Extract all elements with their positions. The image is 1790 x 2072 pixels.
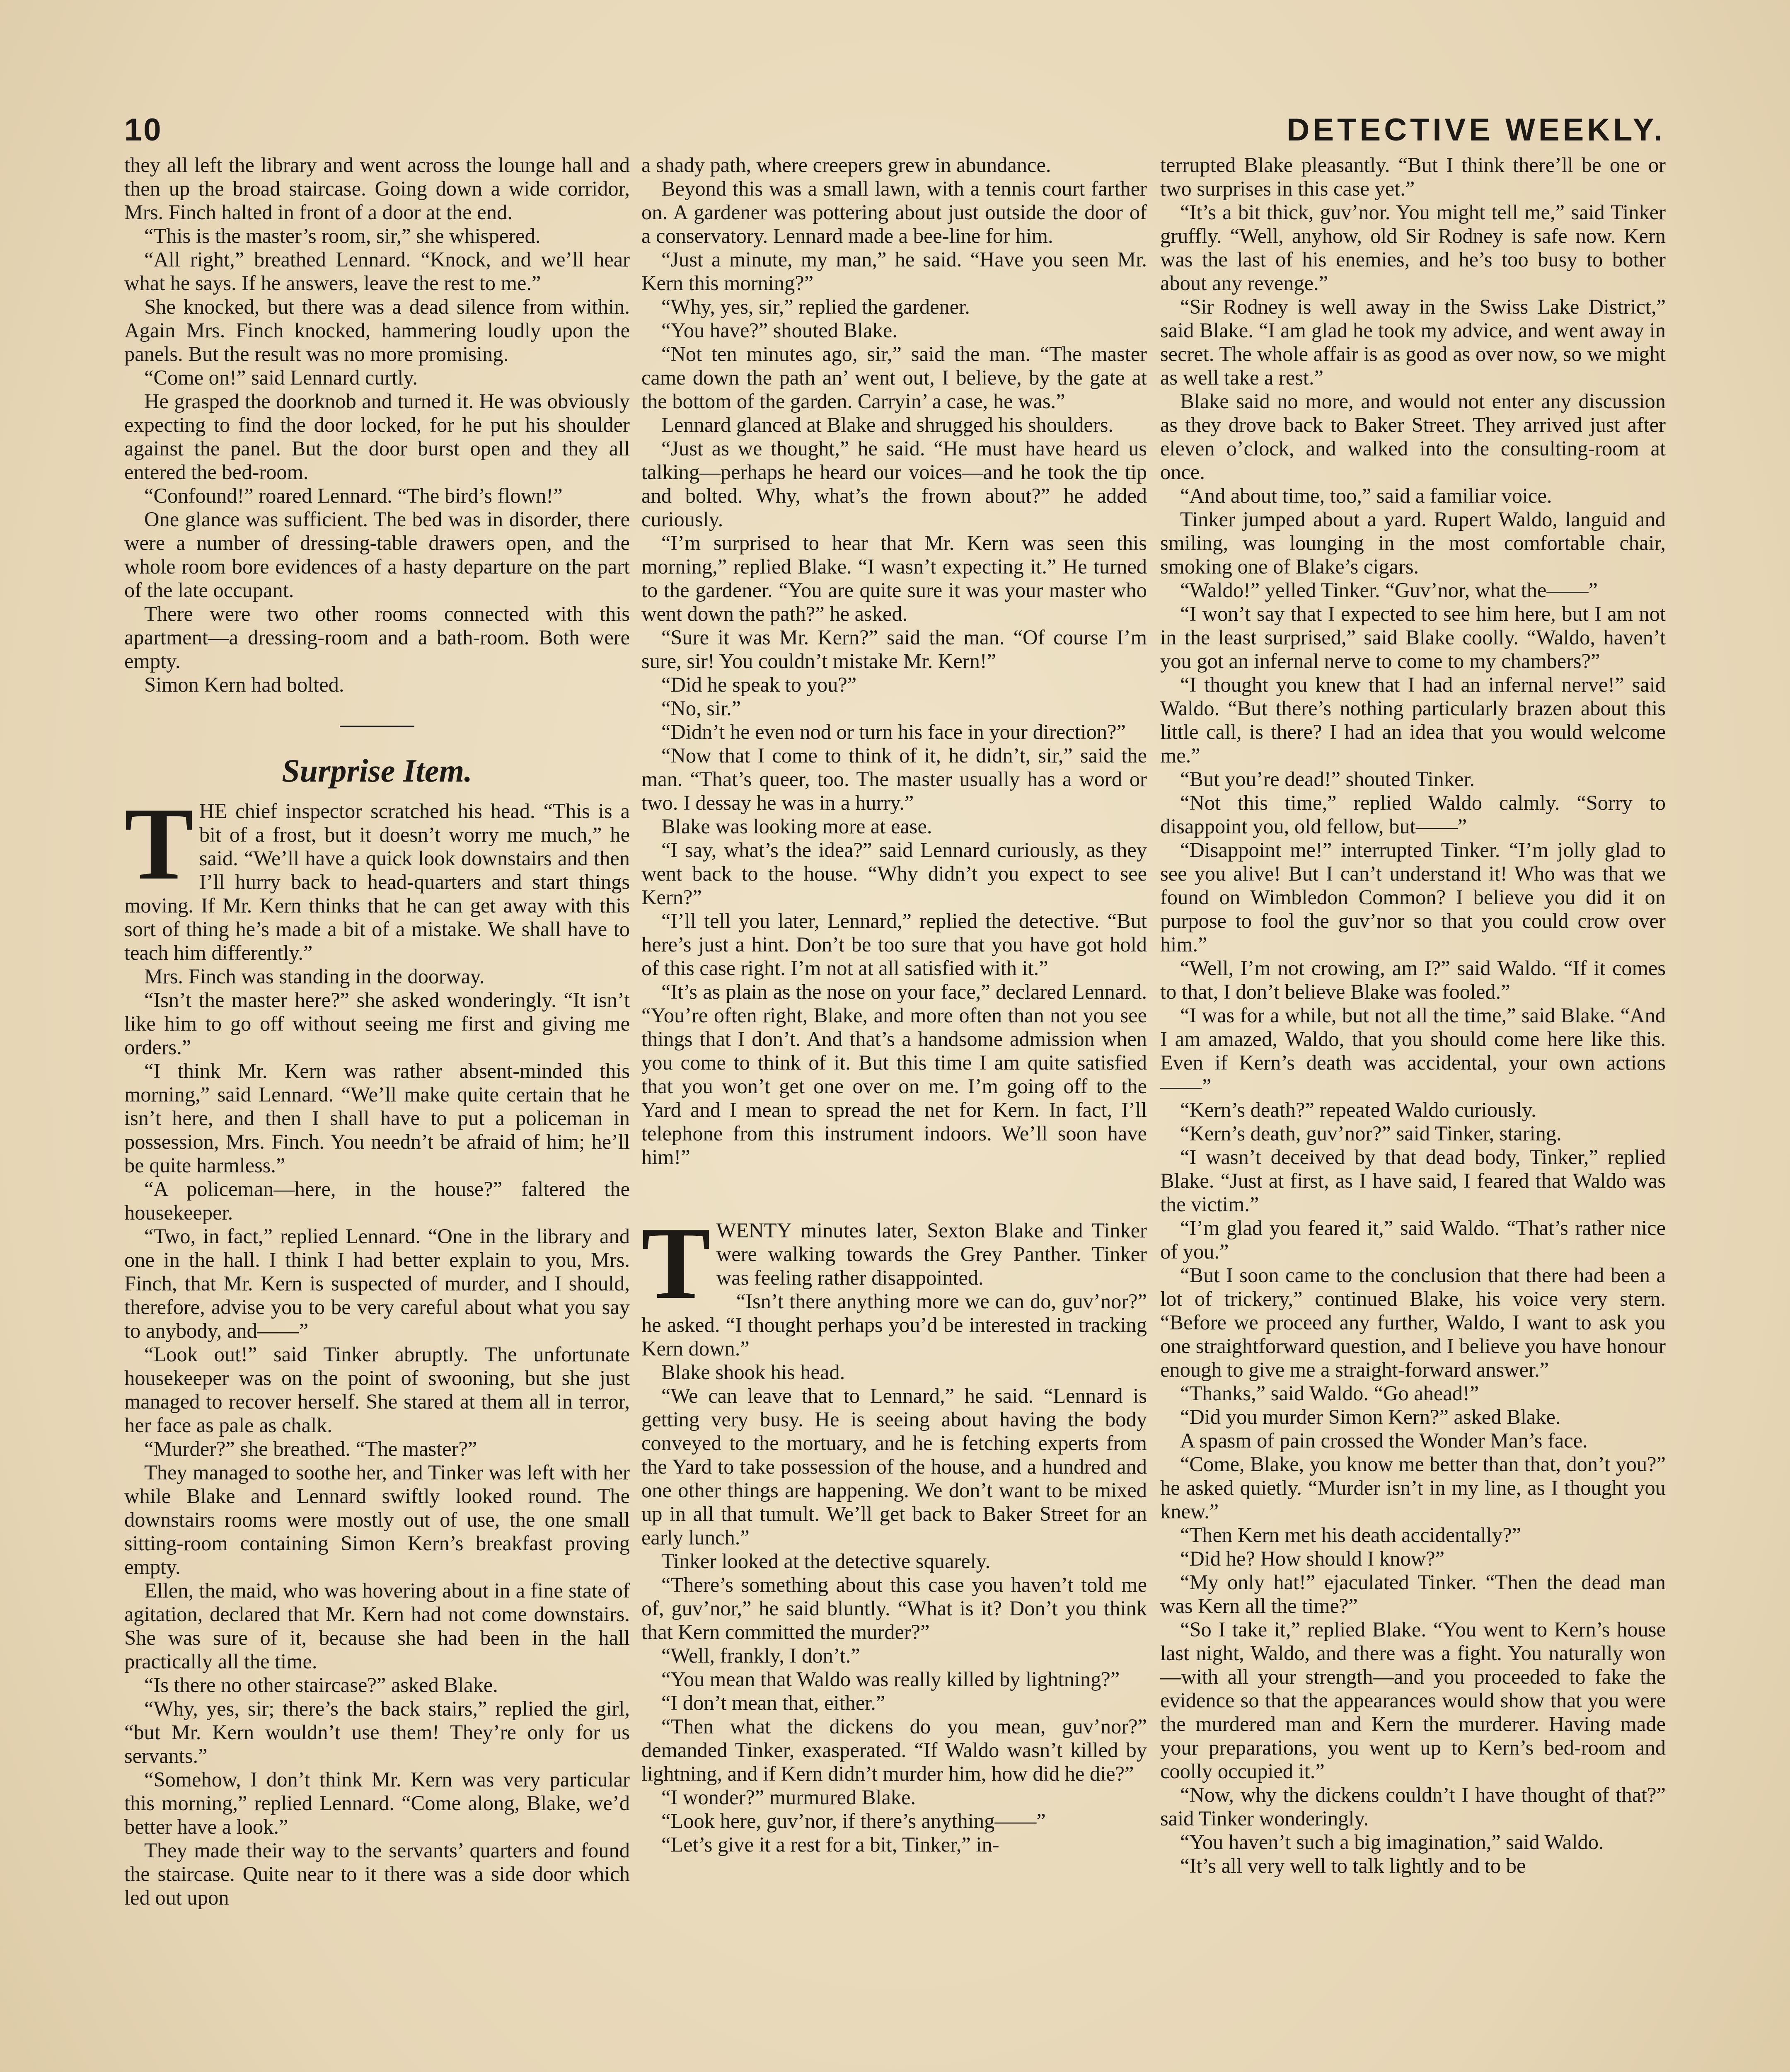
paragraph: “But I soon came to the conclusion that there had been a lot of trickery,” continued Blake, his voice very stern. “Before we proceed any further, Waldo, I want to ask you one straightforward question, and I believe you have honour enough to give me a straight-forward answer.” (1160, 1264, 1666, 1381)
paragraph: “It’s as plain as the nose on your face,” declared Lennard. “You’re often right, Blake, and more often than not you see things that I don’t. And that’s a handsome admission when you come to think of it. But this time I am quite satisfied that you won’t get one over on me. I’m going off to the Yard and I mean to spread the net for Kern. In fact, I’ll telephone from this instrument indoors. We’ll soon have him!” (641, 980, 1147, 1169)
paragraph: “Somehow, I don’t think Mr. Kern was very particular this morning,” replied Lennard. “Come along, Blake, we’d better have a look.” (124, 1768, 630, 1838)
paragraph: “Murder?” she breathed. “The master?” (144, 1437, 477, 1460)
paragraph: “I say, what’s the idea?” said Lennard curiously, as they went back to the house. “Why didn’t you expect to see Kern?” (641, 838, 1147, 909)
paragraph: “I’m glad you feared it,” said Waldo. “That’s rather nice of you.” (1160, 1216, 1666, 1263)
paragraph: One glance was sufficient. The bed was in disorder, there were a number of dressing-table drawers open, and the whole room bore evidences of a hasty departure on the part of the late occupant. (124, 508, 630, 602)
paragraph: “I won’t say that I expected to see him here, but I am not in the least surprised,” said Blake coolly. “Waldo, haven’t you got an infernal nerve to come to my chambers?” (1160, 602, 1666, 673)
paragraph: He grasped the doorknob and turned it. He was obviously expecting to find the door locked, for he put his shoulder against the panel. But the door burst open and they all entered the bed-room. (124, 390, 630, 484)
paragraph: “I’ll tell you later, Lennard,” replied the detective. “But here’s just a hint. Don’t be too sure that you have got hold of this case right. I’m not at all satisfied with it.” (641, 909, 1147, 980)
paragraph: Tinker jumped about a yard. Rupert Waldo, languid and smiling, was lounging in the most comfortable chair, smoking one of Blake’s cigars. (1160, 508, 1666, 578)
text-column-1 (124, 153, 630, 2072)
paragraph: “Come on!” said Lennard curtly. (144, 366, 418, 389)
paragraph: “Why, yes, sir; there’s the back stairs,” replied the girl, “but Mr. Kern wouldn’t use them! They’re only for us servants.” (124, 1697, 630, 1767)
paragraph-text: WENTY minutes later, Sexton Blake and Tinker were walking towards the Grey Panther. Tinker was feeling rather disappointed. (716, 1219, 1147, 1289)
paragraph: a shady path, where creepers grew in abundance. (641, 153, 1051, 177)
paragraph: “So I take it,” replied Blake. “You went to Kern’s house last night, Waldo, and there was a fight. You naturally won—with all your strength—and you proceeded to fake the evidence so that the appearances would show that you were the murdered man and Kern the murderer. Having made your preparations, you went up to Kern’s bed-room and coolly occupied it.” (1160, 1618, 1666, 1783)
paragraph: “I don’t mean that, either.” (661, 1691, 885, 1714)
page-header (124, 112, 1666, 157)
paragraph: “It’s all very well to talk lightly and to be (1180, 1854, 1526, 1877)
paragraph: They managed to soothe her, and Tinker was left with her while Blake and Lennard swiftly looked round. The downstairs rooms were mostly out of use, the one small sitting-room containing Simon Kern’s breakfast proving empty. (124, 1461, 630, 1578)
paragraph: Tinker looked at the detective squarely. (661, 1549, 991, 1573)
paragraph: Lennard glanced at Blake and shrugged his shoulders. (661, 413, 1114, 436)
paragraph: terrupted Blake pleasantly. “But I think there’ll be one or two surprises in this case yet.” (1160, 153, 1666, 200)
paragraph: “Confound!” roared Lennard. “The bird’s flown!” (144, 484, 563, 507)
paragraph: “We can leave that to Lennard,” he said. “Lennard is getting very busy. He is seeing about having the body conveyed to the mortuary, and he is fetching experts from the Yard to take possession of the house, and a hundred and one other things are happening. We don’t want to be mixed up in all that tumult. We’ll get back to Baker Street for an early lunch.” (641, 1384, 1147, 1549)
paragraph: Simon Kern had bolted. (144, 673, 344, 696)
paragraph: “You haven’t such a big imagination,” said Waldo. (1180, 1830, 1604, 1854)
text-column-3 (1160, 153, 1666, 2072)
paragraph: “All right,” breathed Lennard. “Knock, and we’ll hear what he says. If he answers, leave the rest to me.” (124, 248, 630, 295)
magazine-title: DETECTIVE WEEKLY. (1287, 112, 1666, 148)
paragraph: “Waldo!” yelled Tinker. “Guv’nor, what the——” (1180, 579, 1598, 602)
paragraph: “Isn’t there anything more we can do, guv’nor?” he asked. “I thought perhaps you’d be interested in tracking Kern down.” (641, 1290, 1147, 1360)
paragraph: “Now, why the dickens couldn’t I have thought of that?” said Tinker wonderingly. (1160, 1783, 1666, 1830)
paragraph: Blake shook his head. (661, 1360, 845, 1384)
paragraph: “Let’s give it a rest for a bit, Tinker,” in- (661, 1833, 999, 1856)
paragraph: “You have?” shouted Blake. (661, 319, 897, 342)
paragraph: “Did he speak to you?” (661, 673, 857, 696)
paragraph: “You mean that Waldo was really killed by lightning?” (661, 1668, 1120, 1691)
paragraph: “Kern’s death, guv’nor?” said Tinker, staring. (1180, 1122, 1562, 1145)
paragraph: “Kern’s death?” repeated Waldo curiously. (1180, 1098, 1536, 1121)
paragraph: “Just as we thought,” he said. “He must have heard us talking—perhaps he heard our voices—and he took the tip and bolted. Why, what’s the frown about?” he added curiously. (641, 437, 1147, 531)
drop-cap: T (641, 1206, 711, 1321)
paragraph: “Come, Blake, you know me better than that, don’t you?” he asked quietly. “Murder isn’t in my line, as I thought you knew.” (1160, 1452, 1666, 1523)
section-break (641, 1169, 1147, 1219)
paragraph: “Then what the dickens do you mean, guv’nor?” demanded Tinker, exasperated. “If Waldo wasn’t killed by lightning, and if Kern didn’t murder him, how did he die?” (641, 1715, 1147, 1785)
paragraph: “I thought you knew that I had an infernal nerve!” said Waldo. “But there’s nothing particularly brazen about this little call, is there? I had an idea that you would welcome me.” (1160, 673, 1666, 767)
paragraph: “Didn’t he even nod or turn his face in your direction?” (661, 720, 1126, 743)
paragraph (124, 787, 630, 965)
paragraph: “Look here, guv’nor, if there’s anything——” (661, 1809, 1046, 1832)
paragraph: A spasm of pain crossed the Wonder Man’s face. (1180, 1429, 1588, 1452)
paragraph: “Well, I’m not crowing, am I?” said Waldo. “If it comes to that, I don’t believe Blake was fooled.” (1160, 956, 1666, 1003)
paragraph: “Just a minute, my man,” he said. “Have you seen Mr. Kern this morning?” (641, 248, 1147, 295)
drop-cap: T (124, 787, 194, 901)
paragraph: “Thanks,” said Waldo. “Go ahead!” (1180, 1382, 1479, 1405)
paragraph: There were two other rooms connected with this apartment—a dressing-room and a bath-room. Both were empty. (124, 602, 630, 673)
section-heading: Surprise Item. (282, 753, 472, 789)
paragraph: “There’s something about this case you haven’t told me of, guv’nor,” he said bluntly. “What is it? Don’t you think that Kern committed the murder?” (641, 1573, 1147, 1644)
paragraph: “Did he? How should I know?” (1180, 1547, 1445, 1570)
paragraph: They made their way to the servants’ quarters and found the staircase. Quite near to it there was a side door which led out upon (124, 1839, 630, 1909)
paragraph: Ellen, the maid, who was hovering about in a fine state of agitation, declared that Mr. Kern had not come downstairs. She was sure of it, because she had been in the hall practically all the time. (124, 1579, 630, 1673)
paragraph-text: HE chief inspector scratched his head. “This is a bit of a frost, but it doesn’t worry me much,” he said. “We’ll have a quick look downstairs and then I’ll hurry back to head-quarters and start things moving. If Mr. Kern thinks that he can get away with this sort of thing he’s made a bit of a mistake. We shall have to teach him differently.” (124, 799, 630, 964)
paragraph: “Is there no other staircase?” asked Blake. (144, 1673, 498, 1697)
paragraph: She knocked, but there was a dead silence from within. Again Mrs. Finch knocked, hammering loudly upon the panels. But the result was no more promising. (124, 295, 630, 366)
paragraph: “I’m surprised to hear that Mr. Kern was seen this morning,” replied Blake. “I wasn’t expecting it.” He turned to the gardener. “You are quite sure it was your master who went down the path?” he asked. (641, 531, 1147, 625)
paragraph: “I wonder?” murmured Blake. (661, 1786, 916, 1809)
paragraph: “It’s a bit thick, guv’nor. You might tell me,” said Tinker gruffly. “Well, anyhow, old Sir Rodney is safe now. Kern was the last of his enemies, and he’s too busy to bother about any revenge.” (1160, 201, 1666, 295)
paragraph: “Why, yes, sir,” replied the gardener. (661, 295, 970, 318)
paragraph: “My only hat!” ejaculated Tinker. “Then the dead man was Kern all the time?” (1160, 1571, 1666, 1617)
paragraph: “Then Kern met his death accidentally?” (1180, 1523, 1522, 1547)
paragraph: Blake was looking more at ease. (661, 815, 932, 838)
paragraph: “I wasn’t deceived by that dead body, Tinker,” replied Blake. “Just at first, as I have said, I feared that Waldo was the victim.” (1160, 1145, 1666, 1216)
paragraph: Blake said no more, and would not enter any discussion as they drove back to Baker Street. They arrived just after eleven o’clock, and walked into the consulting-room at once. (1160, 390, 1666, 484)
paragraph: Beyond this was a small lawn, with a tennis court farther on. A gardener was pottering about just outside the door of a conservatory. Lennard made a bee-line for him. (641, 177, 1147, 247)
paragraph: “I was for a while, but not all the time,” said Blake. “And I am amazed, Waldo, that you should come here like this. Even if Kern’s death was accidental, your own actions——” (1160, 1004, 1666, 1098)
paragraph: “No, sir.” (661, 697, 741, 720)
paragraph: “Well, frankly, I don’t.” (661, 1644, 860, 1667)
paragraph: “Look out!” said Tinker abruptly. The unfortunate housekeeper was on the point of swooning, but she just managed to recover herself. She stared at them all in terror, her face as pale as chalk. (124, 1343, 630, 1437)
paragraph: “A policeman—here, in the house?” faltered the housekeeper. (124, 1177, 630, 1224)
paragraph: “Not this time,” replied Waldo calmly. “Sorry to disappoint you, old fellow, but——” (1160, 791, 1666, 838)
paragraph: “This is the master’s room, sir,” she whispered. (144, 224, 541, 247)
paragraph: “But you’re dead!” shouted Tinker. (1180, 767, 1475, 791)
paragraph: they all left the library and went across the lounge hall and then up the broad staircase. Going down a wide corridor, Mrs. Finch halted in front of a door at the end. (124, 153, 630, 224)
paragraph: “And about time, too,” said a familiar voice. (1180, 484, 1552, 507)
paragraph: “Did you murder Simon Kern?” asked Blake. (1180, 1405, 1561, 1428)
paragraph: Mrs. Finch was standing in the doorway. (144, 965, 485, 988)
text-column-2 (641, 153, 1147, 2072)
paragraph (641, 1206, 1147, 1321)
paragraph: “I think Mr. Kern was rather absent-minded this morning,” said Lennard. “We’ll make quite certain that he isn’t here, and then I shall have to put a policeman in possession, Mrs. Finch. You needn’t be afraid of him; he’ll be quite harmless.” (124, 1059, 630, 1177)
paragraph: “Two, in fact,” replied Lennard. “One in the library and one in the hall. I think I had better explain to you, Mrs. Finch, that Mr. Kern is suspected of murder, and I should, therefore, advise you to be very careful about what you say to anybody, and——” (124, 1225, 630, 1342)
paragraph: “Sure it was Mr. Kern?” said the man. “Of course I’m sure, sir! You couldn’t mistake Mr. Kern!” (641, 626, 1147, 673)
paragraph: “Now that I come to think of it, he didn’t, sir,” said the man. “That’s queer, too. The master usually has a word or two. I dessay he was in a hurry.” (641, 744, 1147, 814)
page-number: 10 (124, 112, 163, 148)
paragraph: “Not ten minutes ago, sir,” said the man. “The master came down the path an’ went out, I believe, by the gate at the bottom of the garden. Carryin’ a case, he was.” (641, 342, 1147, 413)
section-divider (340, 726, 414, 727)
paragraph: “Sir Rodney is well away in the Swiss Lake District,” said Blake. “I am glad he took my advice, and went away in secret. The whole affair is as good as over now, so we might as well take a rest.” (1160, 295, 1666, 389)
paragraph: “Disappoint me!” interrupted Tinker. “I’m jolly glad to see you alive! But I can’t understand it! Who was that we found on Wimbledon Common? I believe you did it on purpose to fool the guv’nor so that you could crow over him.” (1160, 838, 1666, 956)
paragraph: “Isn’t the master here?” she asked wonderingly. “It isn’t like him to go off without seeing me first and giving me orders.” (124, 988, 630, 1059)
